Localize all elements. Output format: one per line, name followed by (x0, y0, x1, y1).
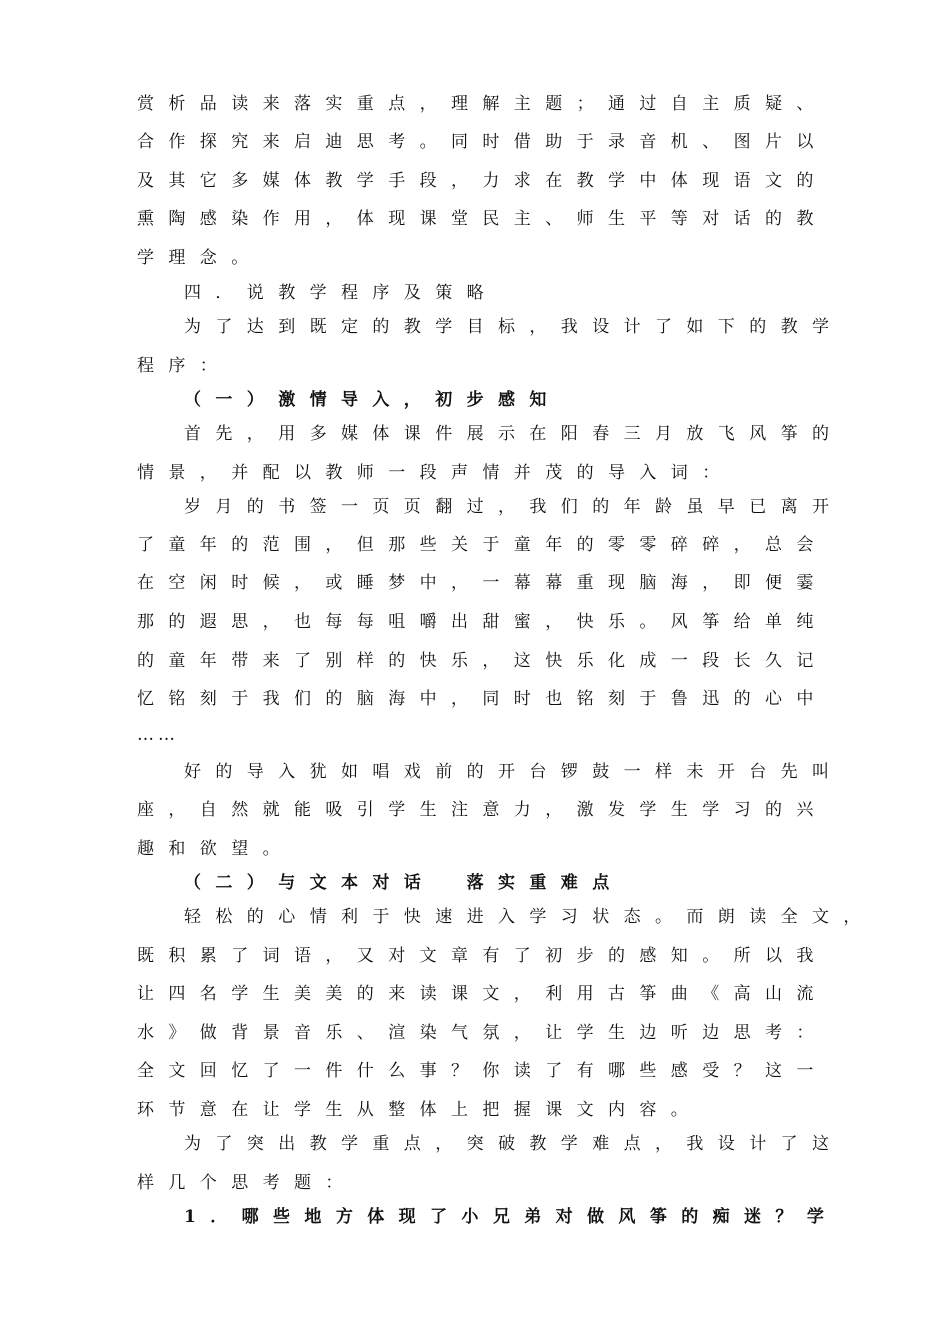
text-line: 样几个思考题： (137, 1173, 357, 1193)
text-line: 那的遐思，也每每咀嚼出甜蜜，快乐。风筝给单纯 (137, 612, 828, 632)
text-line: 及其它多媒体教学手段，力求在教学中体现语文的 (137, 171, 828, 191)
text-line: 座，自然就能吸引学生注意力，激发学生学习的兴 (137, 800, 828, 820)
text-line: 程序： (137, 356, 232, 376)
text-line: 赏析品读来落实重点，理解主题；通过自主质疑、 (137, 94, 828, 114)
text-line: 在空闲时候，或睡梦中，一幕幕重现脑海，即便霎 (137, 573, 828, 593)
text-line: 了童年的范围，但那些关于童年的零零碎碎，总会 (137, 535, 828, 555)
text-line: 忆铭刻于我们的脑海中，同时也铭刻于鲁迅的心中 (137, 689, 828, 709)
question-line: 1．哪些地方体现了小兄弟对做风筝的痴迷？学 (184, 1207, 839, 1227)
text-line: 熏陶感染作用，体现课堂民主、师生平等对话的教 (137, 209, 828, 229)
text-line: 合作探究来启迪思考。同时借助于录音机、图片以 (137, 132, 828, 152)
text-line: 全文回忆了一件什么事？你读了有哪些感受？这一 (137, 1061, 828, 1081)
text-line: 好的导入犹如唱戏前的开台锣鼓一样未开台先叫 (184, 762, 844, 782)
ellipsis-line: …… (137, 725, 179, 745)
text-line: 趣和欲望。 (137, 839, 294, 859)
text-line: 轻松的心情利于快速进入学习状态。而朗读全文， (184, 907, 875, 927)
subsection-heading: （一）激情导入，初步感知 (184, 390, 561, 410)
text-line: 环节意在让学生从整体上把握课文内容。 (137, 1100, 703, 1120)
text-line: 的童年带来了别样的快乐，这快乐化成一段长久记 (137, 651, 828, 671)
text-line: 为了突出教学重点，突破教学难点，我设计了这 (184, 1134, 844, 1154)
text-line: 水》做背景音乐、渲染气氛，让学生边听边思考： (137, 1023, 828, 1043)
text-line: 学理念。 (137, 248, 263, 268)
text-line: 既积累了词语，又对文章有了初步的感知。所以我 (137, 946, 828, 966)
text-line: 情景，并配以教师一段声情并茂的导入词： (137, 463, 734, 483)
subsection-heading: （二）与文本对话 落实重难点 (184, 873, 624, 893)
text-line: 为了达到既定的教学目标，我设计了如下的教学 (184, 317, 844, 337)
text-line: 岁月的书签一页页翻过，我们的年龄虽早已离开 (184, 497, 844, 517)
text-line: 让四名学生美美的来读课文，利用古筝曲《高山流 (137, 984, 828, 1004)
section-heading: 四．说教学程序及策略 (184, 283, 498, 303)
text-line: 首先，用多媒体课件展示在阳春三月放飞风筝的 (184, 424, 844, 444)
